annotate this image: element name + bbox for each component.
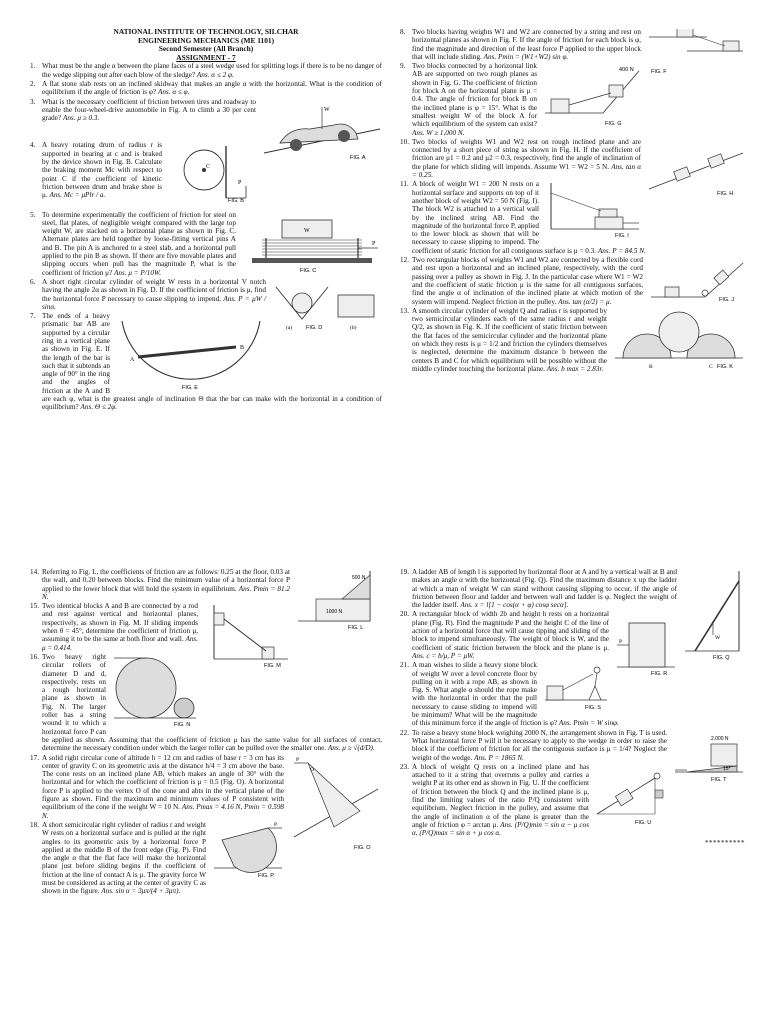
question-answer: Ans. α ≤ φ. [157, 88, 190, 97]
question-text: Two rectangular blocks of weights W1 and W2 are connected by a flexible cord and rest upon a horizontal and an inclined plane, respectively, with the cord passing over a pulley as shown in Fig. J. In the particular case where W1 = W2 and the coefficient of static friction μ is the same for all contiguous surfaces, find the angle α of inclination of the inclined plane at which motion of the system will impend. Neglect friction in the pulley. [412, 256, 643, 306]
question-answer: Ans. tan (α/2) = μ. [558, 297, 612, 306]
question-number: 17. [30, 753, 39, 762]
question-text: To determine experimentally the coefficient of friction for steel on steel, flat plates, of negligible weight compared with the large top weight W, are stacked on a horizontal plane as shown in Fig. C. Alternate plates are held together by loose-fitting vertical pins A and B. The pin A is anchored to a steel slab, and a horizontal pull applied to the pin B as shown. If there are five movable plates and slipping occurs when pull has the magnitude P, what is the coefficient of friction μ? [42, 210, 236, 277]
question-answer: Ans. P = μW / sinα. [42, 294, 267, 311]
question-text: Referring to Fig. L, the coefficients of friction are as follows: 0.25 at the floor, 0.03 at the wall, and 0.20 between blocks. Find the minimum value of a horizontal force P applied to the lower block that will hold the system in equilibrium. [42, 568, 290, 593]
figure-label: FIG. I [615, 233, 629, 240]
question-text: A solid right circular cone of altitude h = 12 cm and radius of base r = 3 cm has its center of gravity C on its geometric axis at the distance h/4 = 3 cm above the base. The cone rests on an inclined plane AB, which makes an angle of 30° with the horizontal and for which the coefficient of friction is μ = 0.5 (Fig. O). A horizontal force P is applied to the vertex O of the cone and abts in the vertical plane of the figure as shown. Find the maximum and minimum values of P consistent with equilibrium of the cone if the weight W = 10 N. [42, 753, 284, 812]
question-number: 1. [30, 62, 36, 71]
svg-text:A: A [130, 357, 135, 364]
course-name: ENGINEERING MECHANICS (ME 1101) [137, 35, 275, 45]
figure-load-label: 2,000 N [711, 735, 729, 742]
question-answer: Ans. P = 84.5 N. [597, 246, 646, 255]
semester: Second Semester (All Branch) [158, 44, 254, 54]
svg-text:P: P [274, 821, 278, 828]
question-answer: Ans. α ≤ 2 φ. [196, 70, 234, 79]
question-item [400, 307, 745, 373]
question-item [30, 97, 382, 161]
figure-label: FIG. L [348, 625, 364, 631]
figure-label: FIG. T [711, 776, 727, 782]
question-number: 2. [30, 79, 36, 88]
question-answer: Ans. Θ ≤ 2φ. [80, 403, 118, 412]
question-answer: Ans. c = b/μ, P = μW. [412, 651, 475, 660]
figure-label: FIG. D [306, 324, 323, 331]
question-item [30, 653, 382, 753]
svg-text:W: W [304, 227, 310, 234]
question-text: A flat stone slab rests on an inclined skidway that makes an angle α with the horizontal. What is the condition of equilibrium if the angle of friction is φ? [42, 79, 382, 97]
svg-text:B: B [649, 363, 653, 370]
question-answer: Ans. b max = 2.83r. [546, 364, 604, 373]
question-answer: Ans. sin α = 3μπ/(4 + 3μπ). [101, 887, 181, 896]
question-text: The ends of a heavy prismatic bar AB are supported by a circular ring in a vertical plane as shown in Fig. E. If the length of the bar is such that it subtends an angle of 90° in the ring and the angles of friction at the A and B are each φ, what is the greatest angle of inclination Θ that the bar can make with the horizontal in a condition of equilibrium? [42, 312, 382, 412]
assignment-title: ASSIGNMENT - 7 [176, 52, 236, 62]
question-number: 4. [30, 141, 36, 150]
question-answer: Ans. tan α = 0.25. [412, 162, 642, 180]
figure-label: FIG. O [354, 844, 371, 851]
question-answer: Ans. Pmin = (W1+W2) sin φ. [483, 52, 569, 61]
question-number: 5. [30, 210, 36, 219]
question-item [30, 211, 382, 277]
figure-label: FIG. H [717, 190, 734, 197]
svg-text:C: C [206, 164, 211, 171]
assignment-page-2 [0, 568, 768, 1020]
question-item [400, 256, 745, 306]
question-item [30, 821, 382, 896]
question-answer: Ans. (P/Q)min = sin α − μ cos α, (P/Q)max = sin α + μ cos α. [412, 820, 589, 838]
svg-text:B: B [240, 345, 245, 352]
question-answer: Ans. P = 1865 N. [474, 753, 524, 762]
end-marker: ********** [705, 838, 745, 847]
question-item [400, 661, 745, 727]
question-text: A rectangular block of width 2b and height h rests on a horizontal plane (Fig. R). Find the magnitude P and the height C of the line of action of a horizontal force that will cause tipping and sliding of the block to impend simultaneously. The weight of block is W, and the coefficient of static friction between the block and the plane is μ. [412, 610, 609, 652]
figure-p-semicylinder [212, 822, 284, 878]
figure-label: FIG. E [182, 385, 198, 392]
question-number: 23. [400, 762, 409, 771]
figure-e-bar-in-ring [116, 313, 266, 391]
question-text: Two blocks connected by a horizontal link AB are supported on two rough planes as shown in Fig. G. The coefficient of friction for block A on the horizontal plane is μ = 0.4. The angle of friction for block B on the inclined plane is φ = 15°. What is the smallest weight W of the block A for which equilibrium of the system can exist? [412, 62, 537, 129]
svg-text:P: P [238, 180, 242, 187]
figure-j-pulley-blocks [649, 257, 745, 303]
question-number: 7. [30, 312, 36, 321]
figure-sub-label: (b) [350, 324, 357, 331]
question-number: 12. [400, 256, 409, 265]
figure-label: FIG. F [651, 69, 667, 75]
question-text: A heavy rotating drum of radius r is supported in bearing at c and is braked by the device shown in Fig. B. Calculate the braking moment Mc with respect to point C if the coefficient of kinetic friction between drum and brake shoe is μ. [42, 141, 162, 200]
figure-label: FIG. R [651, 671, 668, 678]
question-answer: Ans. Pmin = 81.2 N. [42, 584, 291, 601]
question-number: 22. [400, 728, 409, 737]
question-number: 6. [30, 277, 36, 286]
page1-left-column [30, 28, 382, 413]
question-text: A block of weight W1 = 200 N rests on a horizontal surface and supports on top of it another block of weight W2 = 50 N (Fig. I). The block W2 is attached to a vertical wall by the inclined string AB. Find the magnitude of the horizontal force P, applied to the lower block as shown that will be necessary to cause slipping to impend. The coefficient of static friction for all contiguous surface is μ = 0.3. [412, 180, 597, 255]
figure-c-stacked-plates [242, 212, 382, 274]
figure-label: FIG. U [635, 819, 652, 826]
svg-text:P: P [372, 240, 376, 247]
document-header [30, 28, 382, 62]
figure-label: FIG. M [264, 663, 281, 670]
figure-k-three-cylinders [613, 308, 745, 370]
question-number: 8. [400, 28, 406, 36]
question-number: 15. [30, 602, 39, 611]
question-item [400, 180, 745, 255]
figure-g-link-blocks [543, 63, 641, 127]
question-number: 11. [400, 180, 409, 189]
question-number: 9. [400, 62, 406, 71]
question-text: A block of weight Q rests on a inclined plane and has attached to it a string that overruns a pulley and carries a weight P at its other end as shown in Fig. U. If the coefficient of friction between the block Q and the inclined plane is μ, find the limiting values of the ratio P/Q consistent with equilibrium. Neglect friction in the pulley, and assume that the angle of inclination α of the plane is greater than the angle of friction φ = arctan μ. [412, 762, 589, 829]
question-answer: Ans. μ = 0.414. [42, 635, 199, 652]
figure-label: FIG. C [300, 267, 317, 274]
question-answer: Ans. μ ≥ √(d/D). [327, 744, 375, 753]
question-number: 10. [400, 137, 409, 146]
figure-label: FIG. P [258, 872, 274, 878]
question-item [30, 312, 382, 412]
question-number: 14. [30, 568, 39, 576]
question-item [30, 80, 382, 97]
figure-angle-label: 15° [723, 765, 731, 772]
question-item [400, 62, 745, 137]
figure-load-label: 1000 N [326, 609, 343, 615]
figure-load-label: 400 N [619, 67, 634, 74]
page2-right-column [400, 568, 745, 847]
figure-sub-label: (a) [286, 324, 293, 331]
institute-name: NATIONAL INSTITUTE OF TECHNOLOGY, SILCHAR [113, 27, 299, 36]
question-answer: Ans. x = l[1 − cos(α + φ) cosφ secα]. [460, 601, 569, 610]
figure-label: FIG. A [350, 154, 366, 161]
figure-label: FIG. G [605, 121, 622, 128]
question-text: Two heavy right circular rollers of diameter D and d, respectively, rests on a rough horizontal plane as shown in Fig. N. The larger roller has a string wound it to which a horizontal force P can be applied as shown. Assuming that the coefficient of friction μ has the same value for all surfaces of contact, determine the necessary condition under which the larger roller can be pulled over the smaller one. [42, 652, 382, 753]
question-text: Two blocks having weights W1 and W2 are connected by a string and rest on horizontal planes as shown in Fig. F. If the angle of friction for each block is φ, find the magnitude and direction of the least force P applied to the upper block that will include sliding. [412, 28, 641, 61]
page2-left-column [30, 568, 382, 897]
page1-right-column [400, 28, 745, 374]
question-answer: Ans. Pmax = 4.16 N, Pmin = 0.598 N. [42, 803, 285, 820]
svg-text:W: W [324, 106, 330, 113]
question-item [400, 763, 745, 838]
question-answer: Ans. W ≥ 1,000 N. [412, 128, 465, 137]
figure-label: FIG. J [719, 297, 734, 304]
question-number: 18. [30, 820, 39, 829]
question-item [30, 277, 382, 331]
question-item [30, 62, 382, 79]
svg-text:C: C [709, 363, 713, 370]
figure-label: FIG. B [228, 198, 244, 205]
figure-label: FIG. Q [713, 655, 730, 661]
question-number: 21. [400, 661, 409, 670]
question-text: What must be the angle α between the plane faces of a steel wedge used for splitting logs if there is to be no danger of the wedge slipping out after each blow of the sledge? [42, 62, 382, 79]
figure-b-brake-drum [168, 142, 256, 204]
question-number: 16. [30, 652, 39, 661]
question-item [30, 141, 382, 209]
svg-text:P: P [296, 756, 300, 763]
question-text: Two blocks of weights W1 and W2 rest on rough inclined plane and are connected by a short piece of string as shown in Fig. H. If the coefficient of friction are μ1 = 0.2 and μ2 = 0.3, respectively, find the angle of inclination of the plane for which sliding will impends. Assume W1 = W2 = 5 N. [412, 137, 641, 171]
question-answer: Ans. μ = P/10W. [113, 268, 162, 277]
question-text: A short right circular cylinder of weight W rests in a horizontal V notch having the angle 2α as shown in Fig. D. If the coefficient of friction is μ, find the horizontal force P necessary to cause slipping to impend. [42, 277, 266, 303]
question-number: 3. [30, 97, 36, 106]
svg-text:P: P [619, 639, 623, 646]
question-text: To raise a heavy stone block weighing 2000 N, the arrangement shown in Fig. T is used. What horizontal force P will it be necessary to apply to the wedge in order to raise the block if the coefficient of friction for all the contiguous surface is μ = 1/4? Neglect the weight of the wedge. [412, 728, 667, 762]
question-answer: Ans. μ ≥ 0.3. [62, 114, 100, 123]
svg-text:W: W [715, 635, 721, 641]
question-text: A short semicircular right cylinder of radius r and weight W rests on a horizontal surface and is pulled at the right angles to its geometric axis by a horizontal force P applied at the middle B of the front edge (Fig. P). Find the angle α that the flat face will make the horizontal plane just before sliding begins if the coefficient of friction at the line of contact A is μ. The gravity force W must be considered as acting at the center of gravity C as shown in the figure. [42, 820, 206, 896]
figure-label: FIG. K [717, 363, 733, 370]
question-text: A ladder AB of length l is supported by horizontal floor at A and by a vertical wall at B and makes an angle α with the horizontal (Fig. Q). Find the maximum distance x up the ladder at which a man of weight W can stand without causing slipping to occur, if the angle of friction between floor and ladder and between wall and ladder is φ. Neglect the weight of the ladder itself. [412, 568, 677, 610]
figure-n-two-rollers [112, 654, 198, 726]
question-text: A smooth circular cylinder of weight Q and radius r is supported by two semicircular cylinders each of the same radius r and weight Q/2, as shown in Fig. K. If the coefficient of static friction between the flat faces of the semicircular cylinder and the horizontal plane on which they rests is μ = 1/2 and friction the cylinders themselves is neglected, determine the maximum distance b between the centers B and C for which equilibrium will be possible without the middle cylinder touching the horizontal plane. [412, 306, 607, 373]
question-answer: Ans. Mc = μPlr / a. [49, 191, 106, 200]
figure-s-man-pulling-block [543, 662, 609, 710]
figure-u-block-pulley-incline [595, 764, 667, 826]
question-number: 13. [400, 306, 409, 315]
svg-text:O: O [310, 766, 314, 773]
question-answer: Ans. Pmin = W sinφ. [558, 719, 619, 728]
question-text: Two identical blocks A and B are connected by a rod and rest against vertical and horizontal planes, respectively, as shown in Fig. M. If sliding impends when θ = 45°, determine the coefficient of friction μ, assuming it to be the same at both floor and wall. [42, 602, 198, 644]
question-text: What is the necessary coefficient of friction between tires and roadway to enable the four-wheel-drive automobile in Fig. A to climb a 30 per cent grade? [42, 97, 256, 123]
question-number: 19. [400, 568, 409, 576]
assignment-page-1 [0, 28, 768, 528]
figure-label: FIG. S [585, 705, 601, 711]
question-text: A man wishes to slide a heavy stone block of weight W over a level concrete floor by pulling on it with a rope AB, as shown in Fig. S. What angle α should the rope make with the horizontal in order that the pull necessary to cause sliding to impend will be minimum? What will be the magnitude of this minimum force if the angle of friction is φ? [412, 661, 558, 728]
question-number: 20. [400, 610, 409, 619]
figure-load-label: 500 N [352, 575, 366, 581]
figure-i-stacked-blocks-wall [545, 181, 641, 239]
figure-label: FIG. N [174, 721, 191, 726]
